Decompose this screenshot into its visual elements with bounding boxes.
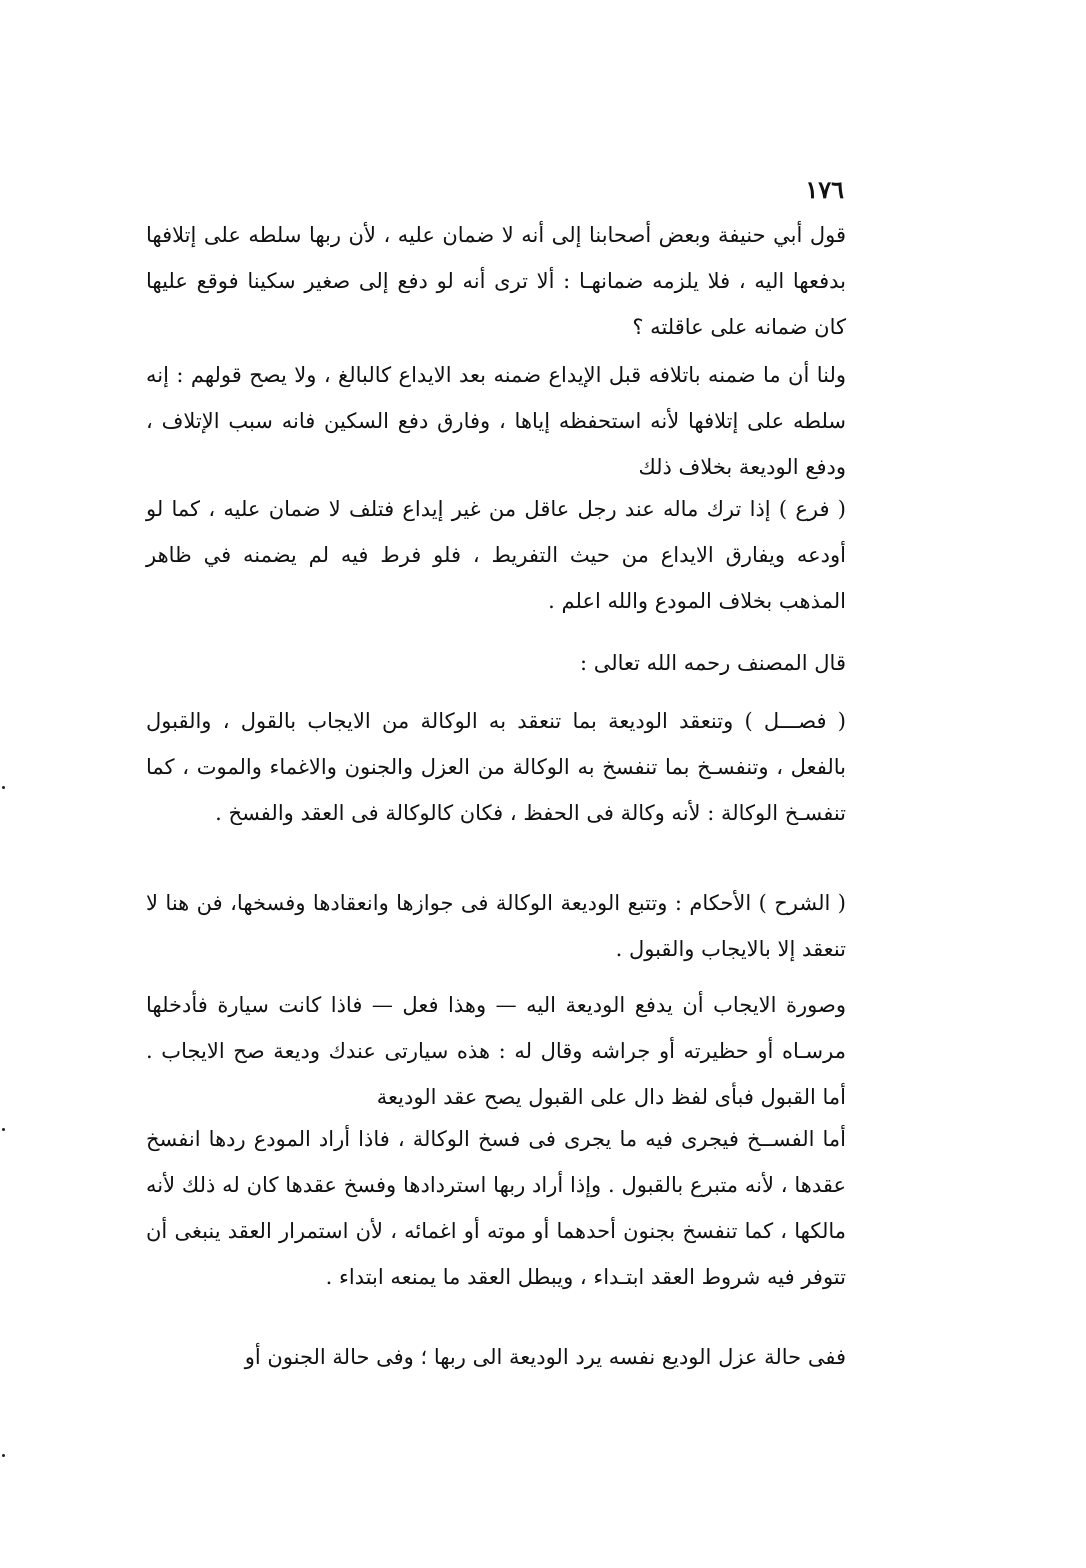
- paragraph-author-heading: قال المصنف رحمه الله تعالى :: [579, 651, 846, 675]
- paragraph-7: وصورة الايجاب أن يدفع الوديعة اليه — وهذا فعل — فاذا كانت سيارة فأدخلها مرسـاه أو حظيرته أو جراشه وقال له : هذه سيارتى عندك وديعة صح الايجاب . أما القبول فبأى لفظ دال على القبول يصح عقد الوديعة: [146, 993, 846, 1109]
- paragraph-8: أما الفســخ فيجرى فيه ما يجرى فى فسخ الوكالة ، فاذا أراد المودع ردها انفسخ عقدها ، لأنه متبرع بالقبول . وإذا أراد ربها استردادها وفسخ عقدها كان له ذلك لأنه مالكها ، كما تنفسخ بجنون أحدهما أو موته أو اغمائه ، لأن استمرار العقد ينبغى أن تتوفر فيه شروط العقد ابتـداء ، ويبطل العقد ما يمنعه ابتداء .: [146, 1127, 846, 1289]
- paragraph-9: ففى حالة عزل الوديع نفسه يرد الوديعة الى ربها ؛ وفى حالة الجنون أو: [244, 1345, 846, 1369]
- paragraph-commentary: ( الشرح ) الأحكام : وتتبع الوديعة الوكالة فى جوازها وانعقادها وفسخها، فن هنا لا تنعقد إلا بالايجاب والقبول .: [146, 891, 846, 961]
- scan-mark: [2, 1454, 5, 1457]
- page-number: ١٧٦: [805, 175, 844, 204]
- paragraph-3: ( فرع ) إذا ترك ماله عند رجل عاقل من غير إيداع فتلف لا ضمان عليه ، كما لو أودعه ويفارق الايداع من حيث التفريط ، فلو فرط فيه لم يضمنه في ظاهر المذهب بخلاف المودع والله اعلم .: [146, 497, 846, 613]
- paragraph-1: قول أبي حنيفة وبعض أصحابنا إلى أنه لا ضمان عليه ، لأن ربها سلطه على إتلافها بدفعها اليه ، فلا يلزمه ضمانهـا : ألا ترى أنه لو دفع إلى صغير سكينا فوقع عليها كان ضمانه على عاقلته ؟: [146, 223, 846, 339]
- paragraph-2: ولنا أن ما ضمنه باتلافه قبل الإيداع ضمنه بعد الايداع كالبالغ ، ولا يصح قولهم : إنه سلطه على إتلافها لأنه استحفظه إياها ، وفارق دفع السكين فانه سبب الإتلاف ، ودفع الوديعة بخلاف ذلك: [146, 363, 846, 479]
- paragraph-section: ( فصـــل ) وتنعقد الوديعة بما تنعقد به الوكالة من الايجاب بالقول ، والقبول بالفعل ، وتنفسـخ بما تنفسخ به الوكالة من العزل والجنون والاغماء والموت ، كما تنفسـخ الوكالة : لأنه وكالة فى الحفظ ، فكان كالوكالة فى العقد والفسخ .: [146, 709, 846, 825]
- scan-mark: [2, 786, 5, 789]
- scan-mark: [2, 1128, 5, 1131]
